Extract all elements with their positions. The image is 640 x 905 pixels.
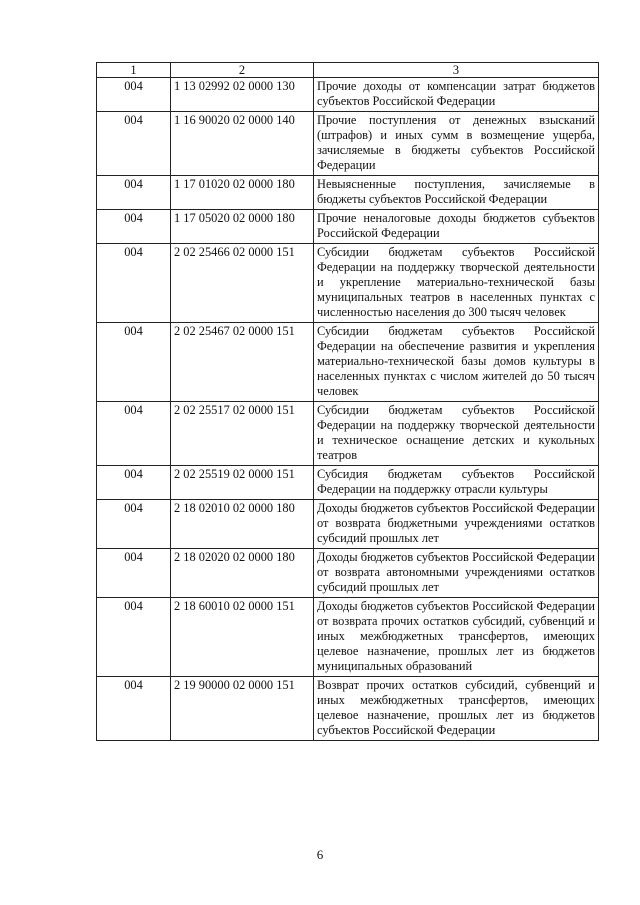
admin-code-cell: 004 <box>97 598 171 677</box>
table-row <box>97 176 599 210</box>
table-row <box>97 78 599 112</box>
revenue-code-cell: 1 17 05020 02 0000 180 <box>171 210 314 244</box>
revenue-description-cell: Возврат прочих остатков субсидий, субвенций и иных межбюджетных трансфертов, имеющих целевое назначение, прошлых лет из бюджетов субъектов Российской Федерации <box>314 677 599 741</box>
column-header-3: 3 <box>314 63 599 78</box>
admin-code-cell: 004 <box>97 500 171 549</box>
revenue-description-cell: Прочие неналоговые доходы бюджетов субъектов Российской Федерации <box>314 210 599 244</box>
admin-code-cell: 004 <box>97 402 171 466</box>
revenue-description-cell: Невыясненные поступления, зачисляемые в бюджеты субъектов Российской Федерации <box>314 176 599 210</box>
admin-code-cell: 004 <box>97 78 171 112</box>
revenue-code-cell: 2 18 60010 02 0000 151 <box>171 598 314 677</box>
revenue-description-cell: Субсидии бюджетам субъектов Российской Федерации на поддержку творческой деятельности и укрепление материально-технической базы муниципальных театров в населенных пунктах с численностью населения до 300 тысяч человек <box>314 244 599 323</box>
table-row <box>97 210 599 244</box>
revenue-description-cell: Субсидия бюджетам субъектов Российской Федерации на поддержку отрасли культуры <box>314 466 599 500</box>
revenue-code-cell: 2 18 02010 02 0000 180 <box>171 500 314 549</box>
revenue-description-cell: Прочие доходы от компенсации затрат бюджетов субъектов Российской Федерации <box>314 78 599 112</box>
revenue-description-cell: Субсидии бюджетам субъектов Российской Федерации на поддержку творческой деятельности и техническое оснащение детских и кукольных театров <box>314 402 599 466</box>
admin-code-cell: 004 <box>97 466 171 500</box>
table-row <box>97 677 599 741</box>
revenue-description-cell: Прочие поступления от денежных взысканий (штрафов) и иных сумм в возмещение ущерба, зачисляемые в бюджеты субъектов Российской Федерации <box>314 112 599 176</box>
revenue-code-cell: 2 02 25467 02 0000 151 <box>171 323 314 402</box>
page-number: 6 <box>316 847 324 862</box>
revenue-description-cell: Доходы бюджетов субъектов Российской Федерации от возврата прочих остатков субсидий, субвенций и иных межбюджетных трансфертов, имеющих целевое назначение, прошлых лет из бюджетов муниципальных образований <box>314 598 599 677</box>
budget-revenue-table <box>96 62 599 741</box>
revenue-code-cell: 2 02 25519 02 0000 151 <box>171 466 314 500</box>
revenue-code-cell: 1 16 90020 02 0000 140 <box>171 112 314 176</box>
revenue-description-cell: Субсидии бюджетам субъектов Российской Федерации на обеспечение развития и укрепления материально-технической базы домов культуры в населенных пунктах с числом жителей до 50 тысяч человек <box>314 323 599 402</box>
revenue-description-cell: Доходы бюджетов субъектов Российской Федерации от возврата бюджетными учреждениями остатков субсидий прошлых лет <box>314 500 599 549</box>
table-row <box>97 323 599 402</box>
column-header-1: 1 <box>97 63 171 78</box>
revenue-description-cell: Доходы бюджетов субъектов Российской Федерации от возврата автономными учреждениями остатков субсидий прошлых лет <box>314 549 599 598</box>
table-row <box>97 466 599 500</box>
table-row <box>97 244 599 323</box>
table-row <box>97 402 599 466</box>
table-header-row <box>97 63 599 78</box>
admin-code-cell: 004 <box>97 210 171 244</box>
revenue-code-cell: 1 17 01020 02 0000 180 <box>171 176 314 210</box>
revenue-code-cell: 1 13 02992 02 0000 130 <box>171 78 314 112</box>
admin-code-cell: 004 <box>97 244 171 323</box>
table-row <box>97 500 599 549</box>
admin-code-cell: 004 <box>97 112 171 176</box>
column-header-2: 2 <box>171 63 314 78</box>
revenue-code-cell: 2 18 02020 02 0000 180 <box>171 549 314 598</box>
admin-code-cell: 004 <box>97 549 171 598</box>
admin-code-cell: 004 <box>97 176 171 210</box>
table-row <box>97 598 599 677</box>
table-row <box>97 112 599 176</box>
table-row <box>97 549 599 598</box>
revenue-code-cell: 2 02 25517 02 0000 151 <box>171 402 314 466</box>
admin-code-cell: 004 <box>97 323 171 402</box>
revenue-code-cell: 2 02 25466 02 0000 151 <box>171 244 314 323</box>
revenue-code-cell: 2 19 90000 02 0000 151 <box>171 677 314 741</box>
admin-code-cell: 004 <box>97 677 171 741</box>
